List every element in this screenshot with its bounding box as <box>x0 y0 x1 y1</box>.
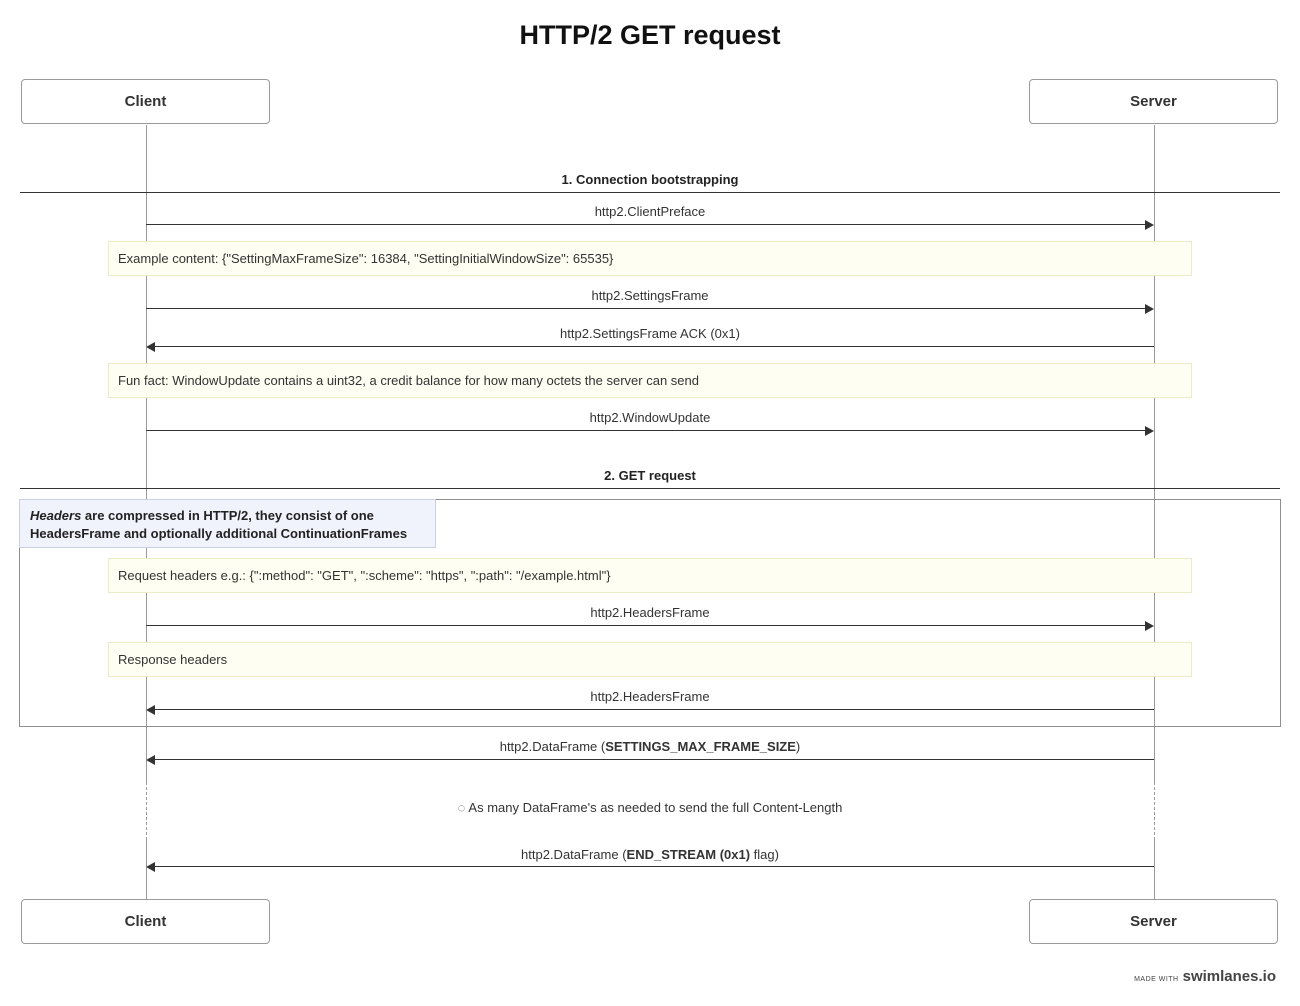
message-data-frame-end-line <box>154 866 1154 867</box>
message-data-frame-end-label <box>146 847 1154 862</box>
message-headers-response-line <box>154 709 1154 710</box>
note-text: Fun fact: WindowUpdate contains a uint32, a credit balance for how many octets the server can send <box>118 373 699 388</box>
arrow-right-icon <box>1145 304 1154 314</box>
message-data-frame-end-prefix: http2.DataFrame ( <box>521 847 627 862</box>
loop-text: As many DataFrame's as needed to send the full Content-Length <box>468 800 843 815</box>
client-actor-top <box>21 79 270 124</box>
message-headers-request-label: http2.HeadersFrame <box>590 605 710 620</box>
message-settings-ack-line <box>154 346 1154 347</box>
note-text: Request headers e.g.: {":method": "GET", ":scheme": "https", ":path": "/example.html"} <box>118 568 611 583</box>
message-window-update-line <box>146 430 1146 431</box>
message-data-frame-suffix: ) <box>795 739 801 754</box>
client-actor-label: Client <box>124 913 167 930</box>
divider-get-request: 2. GET request <box>604 468 696 483</box>
message-client-preface-line <box>146 224 1146 225</box>
message-headers-request-line <box>146 625 1146 626</box>
message-window-update-label: http2.WindowUpdate <box>589 410 711 425</box>
loop-annotation <box>0 800 1300 815</box>
note-fun-fact <box>108 363 1192 398</box>
arrow-right-icon <box>1145 621 1154 631</box>
headers-group-label <box>19 499 436 548</box>
message-data-frame-end-suffix: flag) <box>750 847 779 862</box>
message-settings-frame-label: http2.SettingsFrame <box>591 288 709 303</box>
arrow-left-icon <box>146 755 155 765</box>
brand-name: swimlanes.io <box>1182 968 1276 985</box>
group-label-italic: Headers <box>30 508 82 523</box>
arrow-left-icon <box>146 705 155 715</box>
message-client-preface-label: http2.ClientPreface <box>594 204 706 219</box>
arrow-right-icon <box>1145 426 1154 436</box>
divider-line <box>20 488 1280 489</box>
server-actor-label: Server <box>1130 913 1177 930</box>
message-data-frame-prefix: http2.DataFrame ( <box>499 739 606 754</box>
arrow-left-icon <box>146 342 155 352</box>
divider-connection-bootstrapping: 1. Connection bootstrapping <box>561 172 739 187</box>
message-data-frame-label <box>146 739 1154 754</box>
client-actor-bottom <box>21 899 270 944</box>
group-label-text: are compressed in HTTP/2, they consist of one HeadersFrame and optionally additional ContinuationFrames <box>30 508 408 541</box>
message-settings-ack-label: http2.SettingsFrame ACK (0x1) <box>560 326 740 341</box>
note-response-headers <box>108 642 1192 677</box>
message-settings-frame-line <box>146 308 1146 309</box>
diagram-title: HTTP/2 GET request <box>519 20 781 50</box>
server-actor-top <box>1029 79 1278 124</box>
message-data-frame-end-bold: END_STREAM (0x1) <box>626 847 751 862</box>
arrow-left-icon <box>146 862 155 872</box>
message-headers-response-label: http2.HeadersFrame <box>590 689 710 704</box>
server-actor-bottom <box>1029 899 1278 944</box>
server-lifeline-end <box>1154 840 1155 899</box>
note-example-content <box>108 241 1192 276</box>
divider-line <box>20 192 1280 193</box>
note-request-headers <box>108 558 1192 593</box>
swimlanes-branding[interactable] <box>1134 968 1276 986</box>
note-text: Example content: {"SettingMaxFrameSize": 16384, "SettingInitialWindowSize": 65535} <box>118 251 614 266</box>
made-with-label: MADE WITH <box>1134 976 1179 983</box>
note-text: Response headers <box>118 652 228 667</box>
server-actor-label: Server <box>1130 93 1177 110</box>
message-data-frame-line <box>154 759 1154 760</box>
client-actor-label: Client <box>124 93 167 110</box>
arrow-right-icon <box>1145 220 1154 230</box>
message-data-frame-bold: SETTINGS_MAX_FRAME_SIZE <box>605 739 796 754</box>
loop-icon: ◌ <box>457 800 466 815</box>
